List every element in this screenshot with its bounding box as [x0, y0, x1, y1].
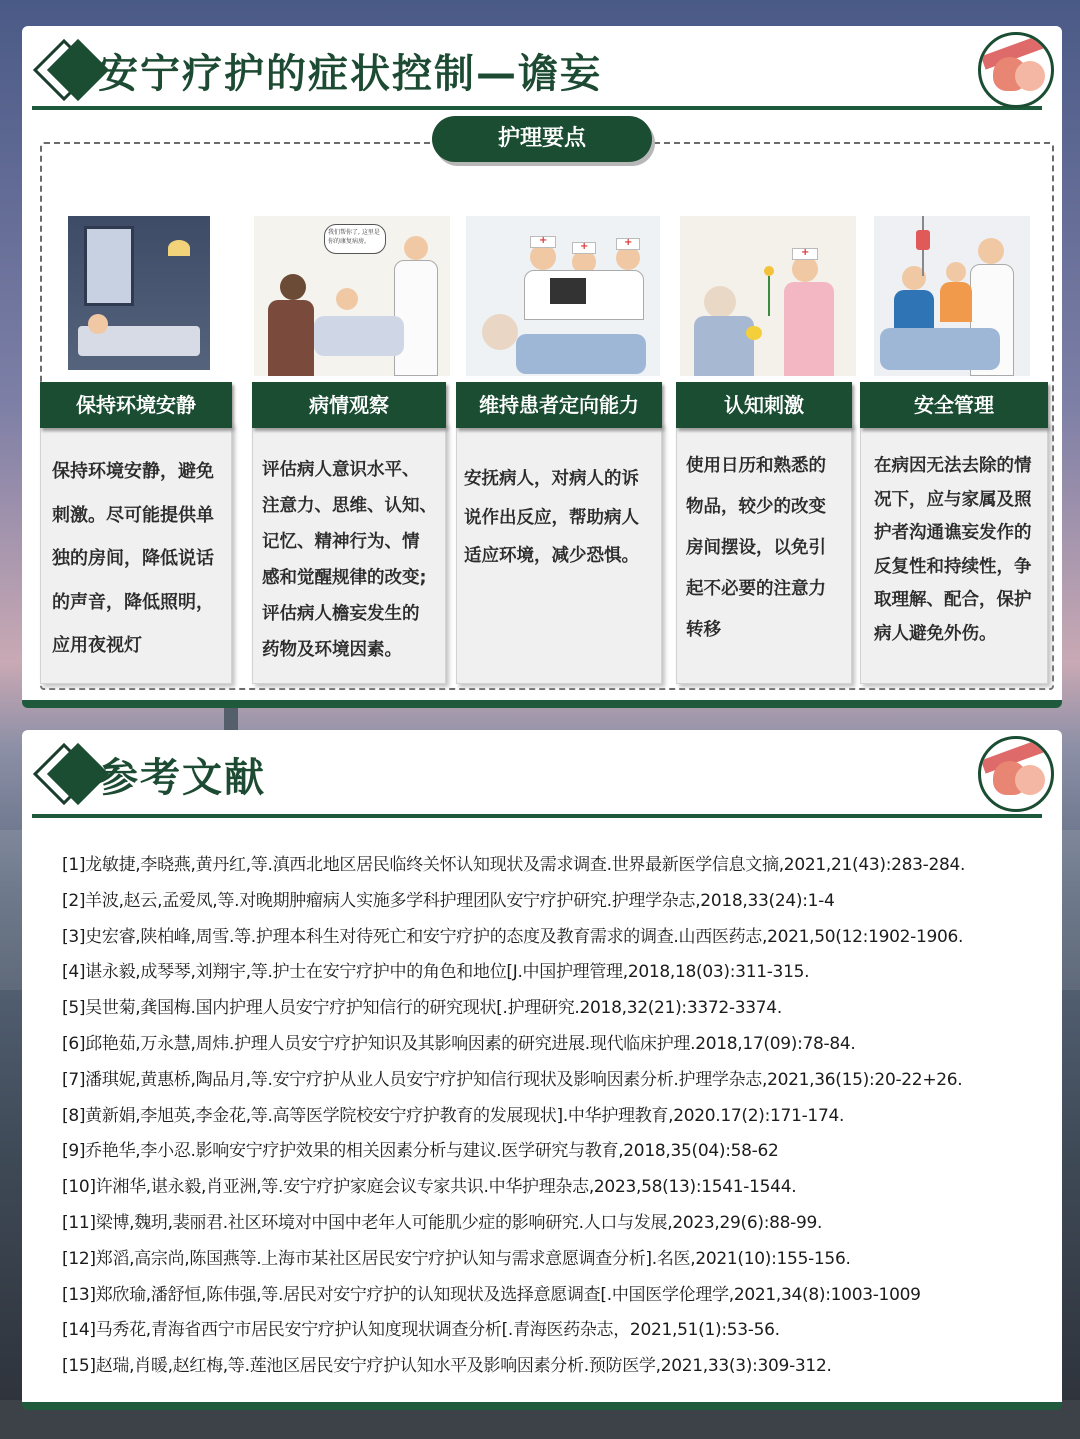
- nursing-points-panel: [22, 26, 1062, 708]
- orientation-illustration: + + +: [466, 216, 660, 376]
- reference-item: [10]许湘华,谌永毅,肖亚洲,等.安宁疗护家庭会议专家共识.中华护理杂志,2023,58(13):1541-1544.: [62, 1177, 797, 1198]
- card-text-keep-quiet: 保持环境安静，避免 刺激。尽可能提供单 独的房间，降低说话 的声音，降低照明， 应用夜视灯: [52, 461, 214, 656]
- card-heading-keep-quiet: 保持环境安静: [40, 382, 232, 428]
- reference-item: [8]黄新娟,李旭英,李金花,等.高等医学院校安宁疗护教育的发展现状].中华护理教育,2020.17(2):171-174.: [62, 1105, 845, 1126]
- card-text-observation: 评估病人意识水平、 注意力、思维、认知、 记忆、精神行为、情 感和觉醒规律的改变; 评估病人檐妄发生的 药物及环境因素。: [262, 460, 437, 660]
- reference-item: [9]乔艳华,李小忍.影响安宁疗护效果的相关因素分析与建议.医学研究与教育,2018,35(04):58-62: [62, 1141, 779, 1162]
- reference-item: [2]羊波,赵云,孟爱凤,等.对晚期肿瘤病人实施多学科护理团队安宁疗护研究.护理学杂志,2018,33(24):1-4: [62, 890, 835, 911]
- references-panel: [22, 730, 1062, 1410]
- reference-item: [5]吴世菊,龚国梅.国内护理人员安宁疗护知信行的研究现状[.护理研究.2018,32(21):3372-3374.: [62, 998, 782, 1019]
- page-title: 安宁疗护的症状控制—谵妄: [98, 51, 602, 97]
- safety-management-illustration: [874, 216, 1030, 376]
- speech-bubble: 我们帮你了, 这里是你的康复病房。: [324, 224, 386, 254]
- quiet-room-illustration: [68, 216, 210, 370]
- reference-item: [4]谌永毅,成琴琴,刘翔宇,等.护士在安宁疗护中的角色和地位[J.中国护理管理,2018,18(03):311-315.: [62, 962, 810, 983]
- reference-item: [12]郑滔,高宗尚,陈国燕等.上海市某社区居民安宁疗护认知与需求意愿调查分析].名医,2021(10):155-156.: [62, 1248, 851, 1269]
- card-text-safety-management: 在病因无法去除的情 况下，应与家属及照 护者沟通谯妄发作的 反复性和持续性，争 取理解、配合，保护 病人避免外伤。: [874, 456, 1032, 644]
- card-heading-observation: 病情观察: [252, 382, 446, 428]
- observation-illustration: [254, 216, 450, 376]
- card-text-cognitive-stimulation: 使用日历和熟悉的 物品，较少的改变 房间摆设，以免引 起不必要的注意力 转移: [686, 456, 826, 640]
- references-diamond-icon: [32, 746, 102, 806]
- card-heading-cognitive-stimulation: 认知刺激: [676, 382, 852, 428]
- title-diamond-icon: [32, 42, 102, 102]
- reference-item: [1]龙敏捷,李晓燕,黄丹红,等.滇西北地区居民临终关怀认知现状及需求调查.世界最新医学信息文摘,2021,21(43):283-284.: [62, 855, 966, 875]
- reference-item: [6]邱艳茹,万永慧,周炜.护理人员安宁疗护知识及其影响因素的研究进展.现代临床护理.2018,17(09):78-84.: [62, 1033, 856, 1054]
- reference-list: [62, 848, 1052, 1385]
- card-heading-orientation: 维持患者定向能力: [456, 382, 662, 428]
- holding-hands-logo-icon: [978, 736, 1054, 812]
- reference-item: [13]郑欣瑜,潘舒恒,陈伟强,等.居民对安宁疗护的认知现状及选择意愿调查[.中国医学伦理学,2021,34(8):1003-1009: [62, 1284, 921, 1305]
- reference-item: [7]潘琪妮,黄惠桥,陶品月,等.安宁疗护从业人员安宁疗护知信行现状及影响因素分析.护理学杂志,2021,36(15):20-22+26.: [62, 1069, 963, 1090]
- nursing-points-badge: 护理要点: [432, 116, 652, 162]
- reference-item: [14]马秀花,青海省西宁市居民安宁疗护认知度现状调查分析[.青海医药杂志，2021,51(1):53-56.: [62, 1320, 780, 1341]
- card-text-orientation: 安抚病人，对病人的诉 说作出反应，帮助病人 适应环境，减少恐惧。: [464, 469, 639, 566]
- reference-item: [15]赵瑞,肖暖,赵红梅,等.莲池区居民安宁疗护认知水平及影响因素分析.预防医学,2021,33(3):309-312.: [62, 1356, 832, 1377]
- reference-item: [3]史宏睿,陕柏峰,周雪.等.护理本科生对待死亡和安宁疗护的态度及教育需求的调查.山西医药志,2021,50(12:1902-1906.: [62, 926, 964, 947]
- card-heading-safety-management: 安全管理: [860, 382, 1048, 428]
- cognitive-stimulation-illustration: +: [680, 216, 856, 376]
- title-underline: [32, 106, 1042, 110]
- references-title: 参考文献: [98, 755, 266, 801]
- holding-hands-logo-icon: [978, 32, 1054, 108]
- references-underline: [32, 814, 1042, 818]
- reference-item: [11]梁博,魏玥,裴丽君.社区环境对中国中老年人可能肌少症的影响研究.人口与发展,2023,29(6):88-99.: [62, 1212, 823, 1233]
